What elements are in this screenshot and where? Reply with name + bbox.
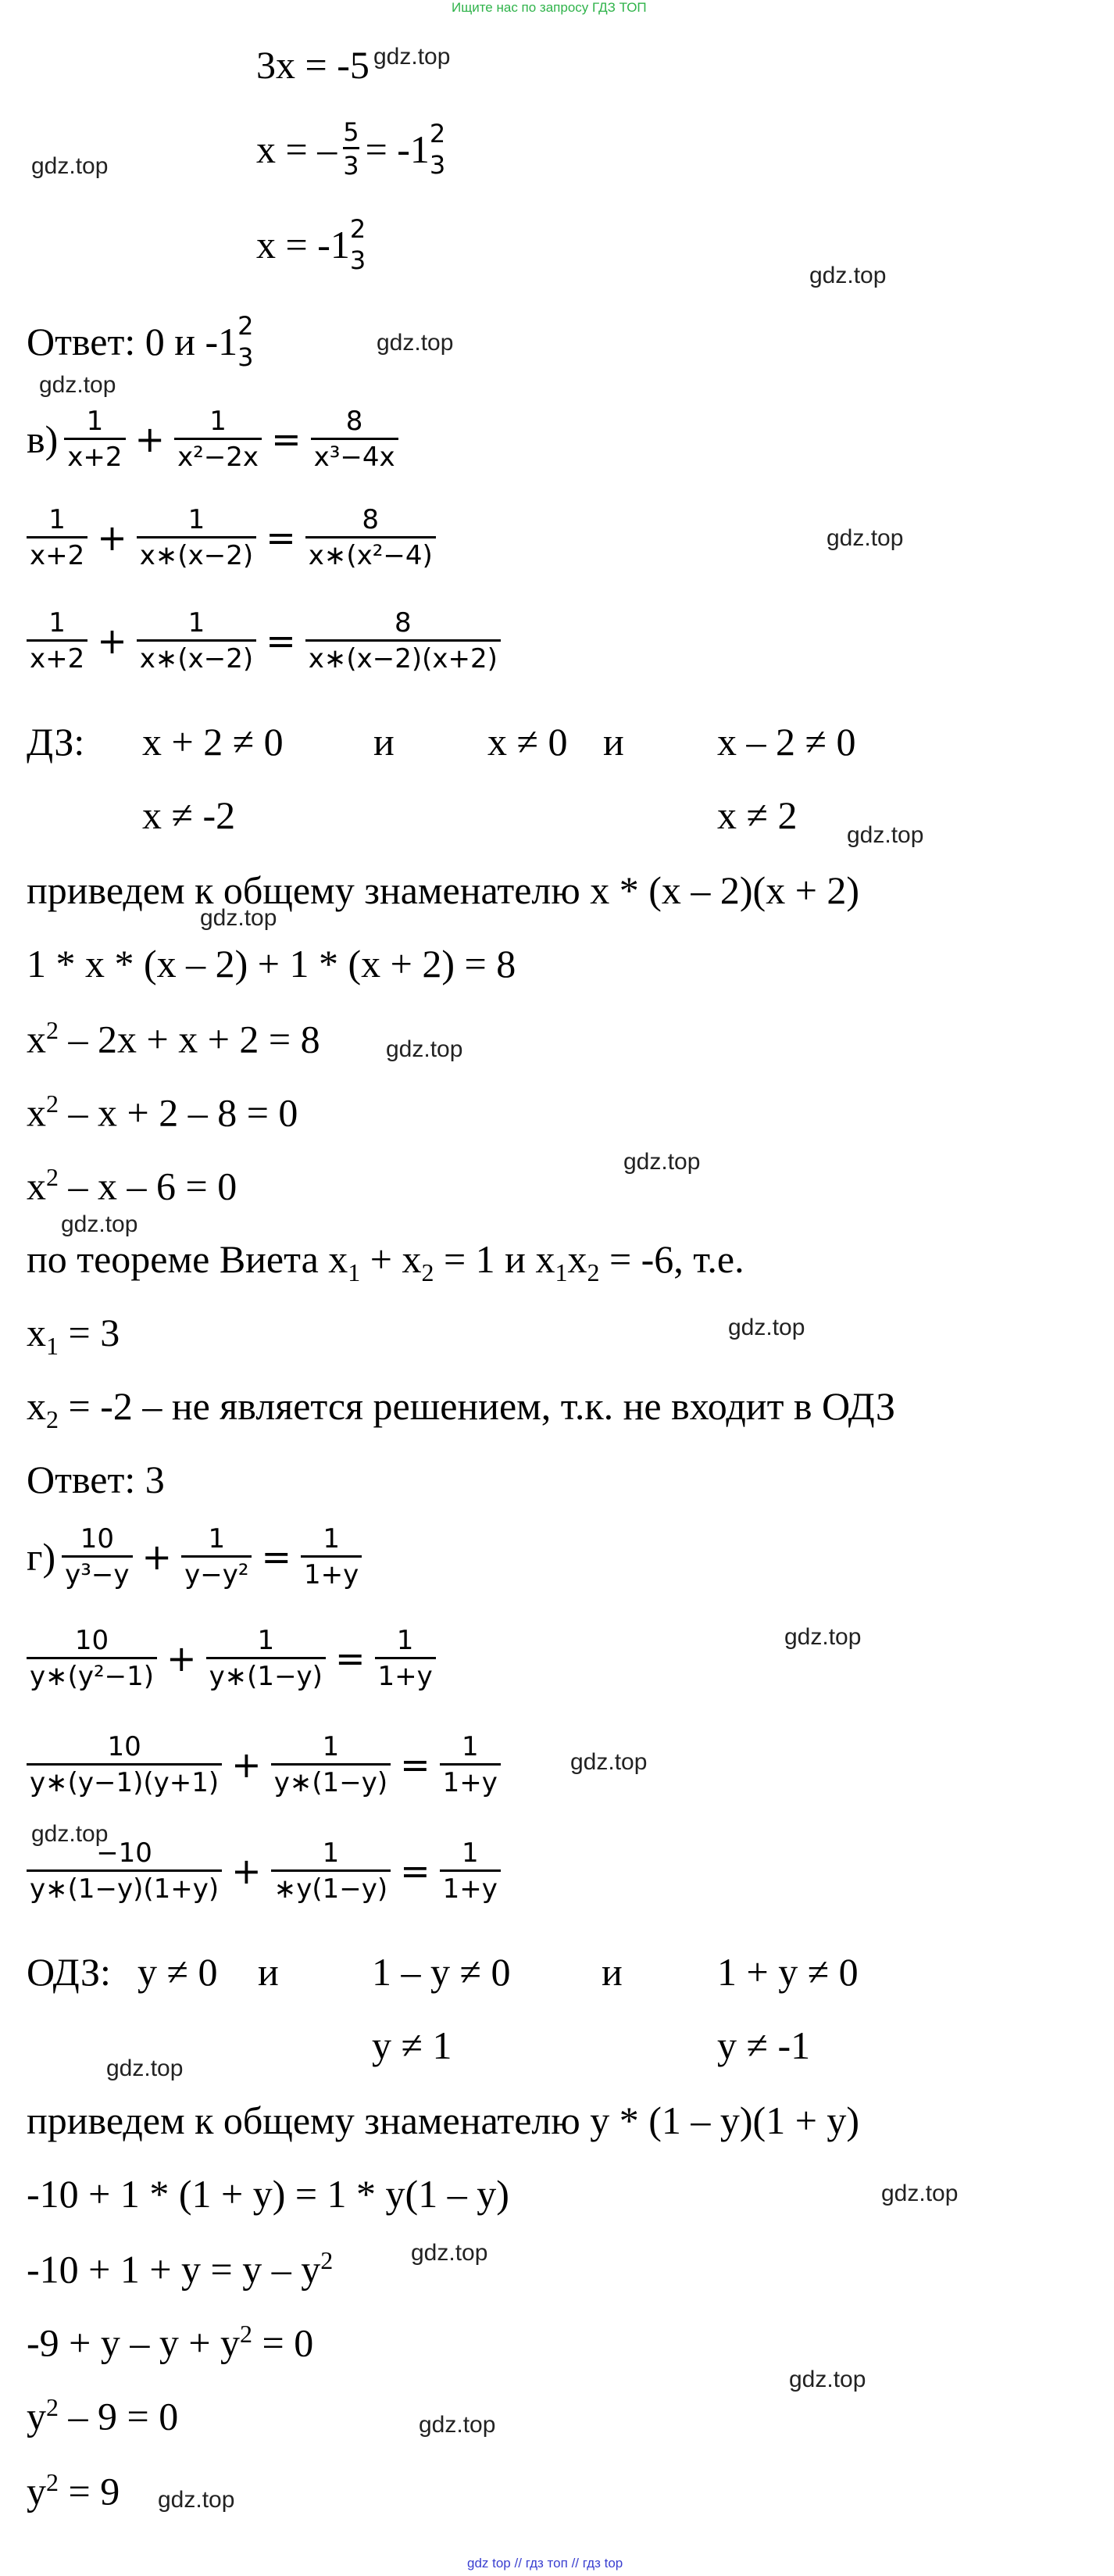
numerator: 1	[322, 1731, 340, 1762]
equation-text: = -1	[365, 127, 430, 171]
equation-text: -10 + 1 + y = y – y	[27, 2247, 321, 2292]
watermark: gdz.top	[728, 1315, 805, 1340]
fraction	[305, 505, 436, 571]
numerator: 1	[323, 1523, 340, 1555]
watermark: gdz.top	[784, 1624, 862, 1650]
domain-condition: x – 2 ≠ 0	[717, 720, 856, 764]
footer-separator: //	[514, 2556, 522, 2571]
conjunction: и	[373, 720, 395, 764]
watermark: gdz.top	[377, 330, 454, 356]
text: x	[567, 1237, 587, 1281]
fraction	[181, 1524, 252, 1590]
domain-label: ОДЗ:	[27, 1950, 111, 1994]
fraction	[440, 1838, 501, 1904]
equation-line	[23, 1626, 439, 1691]
denominator: x+2	[27, 536, 87, 571]
fraction	[271, 1838, 391, 1904]
equation-line	[27, 1018, 320, 1059]
watermark: gdz.top	[61, 1211, 138, 1237]
equation-text: – 2x + x + 2 = 8	[59, 1017, 320, 1061]
watermark: gdz.top	[847, 822, 924, 848]
equals-sign: =	[400, 1744, 430, 1787]
answer-line: Ответ: 3	[27, 1458, 165, 1501]
watermark: gdz.top	[158, 2487, 235, 2513]
numerator: −10	[96, 1837, 152, 1869]
fraction	[343, 117, 359, 181]
equals-sign: =	[266, 517, 296, 560]
fraction	[137, 608, 256, 674]
fraction	[430, 119, 445, 181]
text-line: приведем к общему знаменателю x * (x – 2)(x + 2)	[27, 868, 860, 912]
fraction	[440, 1732, 501, 1798]
plus-sign: +	[97, 620, 127, 663]
domain-condition: x ≠ 0	[487, 720, 568, 764]
fraction	[237, 311, 253, 373]
denominator: y∗(1−y)(1+y)	[27, 1869, 222, 1904]
numerator: 8	[345, 406, 363, 437]
denominator: x+2	[64, 438, 125, 472]
text: x	[27, 1384, 46, 1428]
exponent: 2	[240, 2320, 253, 2348]
equals-sign: =	[271, 418, 302, 461]
domain-condition: 1 + y ≠ 0	[717, 1950, 859, 1994]
denominator: 3	[349, 245, 366, 276]
plus-sign: +	[141, 1536, 173, 1579]
domain-condition: x + 2 ≠ 0	[142, 720, 284, 764]
domain-condition: y ≠ 0	[137, 1950, 218, 1994]
text: по теореме Виета x	[27, 1237, 348, 1281]
equation-line: -10 + 1 * (1 + y) = 1 * y(1 – y)	[27, 2172, 509, 2216]
denominator: x∗(x−2)(x+2)	[305, 639, 501, 674]
equation-line	[27, 2470, 120, 2511]
equation-text: = 0	[252, 2320, 314, 2365]
equation-line	[256, 117, 445, 181]
numerator: 1	[48, 504, 66, 535]
domain-condition: y ≠ -1	[717, 2023, 811, 2067]
denominator: 1+y	[440, 1869, 501, 1904]
exponent: 2	[320, 2246, 334, 2274]
subscript: 2	[587, 1258, 600, 1286]
fraction	[137, 505, 256, 571]
watermark: gdz.top	[39, 372, 116, 398]
equation-line	[23, 1732, 504, 1798]
equals-sign: =	[400, 1850, 430, 1893]
denominator: 3	[343, 147, 359, 181]
denominator: y³−y	[62, 1555, 132, 1590]
numerator: 1	[461, 1837, 479, 1869]
equation-line	[27, 1313, 120, 1358]
exponent: 2	[46, 2393, 59, 2421]
equals-sign: =	[261, 1536, 292, 1579]
text-line: приведем к общему знаменателю y * (1 – y)(1 + y)	[27, 2098, 860, 2142]
numerator: 1	[187, 504, 205, 535]
equation-line	[27, 2395, 178, 2436]
equation-text: x	[27, 1017, 46, 1061]
fraction	[311, 406, 398, 472]
exponent: 2	[46, 1163, 59, 1191]
equation-text: x = -1	[256, 223, 350, 267]
denominator: 1+y	[375, 1657, 436, 1691]
watermark: gdz.top	[31, 153, 109, 179]
numerator: 10	[80, 1523, 114, 1555]
numerator: 1	[209, 406, 227, 437]
equation-text: = 9	[59, 2469, 120, 2513]
text-line	[27, 1237, 744, 1286]
equation-line: 3x = -5	[256, 43, 370, 87]
equation-line	[256, 214, 366, 276]
watermark: gdz.top	[789, 2367, 866, 2392]
equation-text: x	[27, 1090, 46, 1135]
domain-condition: x ≠ -2	[142, 793, 236, 837]
watermark: gdz.top	[623, 1149, 701, 1175]
equation-text: -9 + y – y + y	[27, 2320, 241, 2365]
numerator: 8	[394, 607, 412, 639]
equation-text: – x – 6 = 0	[59, 1164, 237, 1208]
denominator: 1+y	[301, 1555, 362, 1590]
answer-line	[27, 311, 253, 373]
footer-link-gdz-top[interactable]: gdz top	[467, 2556, 511, 2571]
text: = -6, т.е.	[599, 1237, 744, 1281]
numerator: 5	[343, 117, 359, 147]
equation-line	[27, 1524, 365, 1590]
watermark: gdz.top	[881, 2181, 959, 2206]
watermark: gdz.top	[570, 1749, 648, 1775]
numerator: 2	[349, 214, 366, 244]
footer-links	[467, 2556, 623, 2571]
text: = 3	[59, 1311, 120, 1354]
subscript: 2	[46, 1405, 59, 1433]
subscript: 2	[421, 1258, 434, 1286]
plus-sign: +	[97, 517, 127, 560]
equation-line	[27, 1089, 298, 1135]
equation-line	[23, 608, 504, 674]
watermark: gdz.top	[106, 2055, 184, 2081]
fraction	[375, 1626, 436, 1691]
denominator: y∗(y−1)(y+1)	[27, 1763, 222, 1798]
equation-line	[23, 505, 439, 571]
domain-condition: 1 – y ≠ 0	[372, 1950, 511, 1994]
watermark: gdz.top	[386, 1036, 463, 1062]
conjunction: и	[603, 720, 624, 764]
footer-separator: //	[571, 2556, 580, 2571]
denominator: 3	[429, 149, 446, 180]
denominator: y−y²	[181, 1555, 252, 1590]
numerator: 2	[429, 118, 446, 148]
text: x	[27, 1311, 46, 1354]
domain-condition: y ≠ 1	[372, 2023, 452, 2067]
fraction	[27, 608, 87, 674]
denominator: 1+y	[440, 1763, 501, 1798]
numerator: 10	[74, 1625, 109, 1656]
numerator: 1	[208, 1523, 226, 1555]
fraction	[64, 406, 125, 472]
text: + x	[360, 1237, 422, 1281]
footer-link-gdz-top-ru[interactable]: гдз топ	[525, 2556, 568, 2571]
equation-line: 1 * x * (x – 2) + 1 * (x + 2) = 8	[27, 942, 516, 986]
equation-text: y	[27, 2469, 46, 2513]
numerator: 1	[86, 406, 104, 437]
equation-text: – 9 = 0	[59, 2394, 179, 2438]
text: = -2 – не является решением, т.к. не входит в ОДЗ	[59, 1384, 896, 1428]
watermark: gdz.top	[373, 44, 451, 70]
domain-condition: x ≠ 2	[717, 793, 798, 837]
watermark: gdz.top	[411, 2240, 488, 2266]
watermark: gdz.top	[31, 1821, 109, 1847]
watermark: gdz.top	[419, 2412, 496, 2438]
numerator: 1	[48, 607, 66, 639]
denominator: ∗y(1−y)	[271, 1869, 391, 1904]
conjunction: и	[602, 1950, 623, 1994]
denominator: x²−2x	[174, 438, 262, 472]
text: = 1 и x	[434, 1237, 555, 1281]
watermark: gdz.top	[809, 263, 887, 288]
equation-line	[27, 2246, 334, 2292]
equation-line	[23, 1838, 504, 1904]
part-label: г)	[27, 1535, 56, 1580]
footer-link-gdz-top-mixed[interactable]: гдз top	[582, 2556, 623, 2571]
denominator: x∗(x²−4)	[305, 536, 436, 571]
numerator: 1	[257, 1625, 275, 1656]
plus-sign: +	[134, 418, 166, 461]
plus-sign: +	[231, 1850, 262, 1893]
denominator: y∗(y²−1)	[27, 1657, 157, 1691]
part-label: в)	[27, 417, 59, 462]
fraction	[206, 1626, 326, 1691]
numerator: 1	[461, 1731, 479, 1762]
subscript: 1	[555, 1258, 568, 1286]
fraction	[27, 1626, 157, 1691]
denominator: y∗(1−y)	[206, 1657, 326, 1691]
equals-sign: =	[334, 1637, 366, 1680]
fraction	[174, 406, 262, 472]
denominator: 3	[237, 342, 254, 373]
denominator: x+2	[27, 639, 87, 674]
answer-text: Ответ: 0 и -1	[27, 320, 238, 364]
domain-label: ДЗ:	[27, 720, 85, 764]
subscript: 1	[46, 1332, 59, 1360]
fraction	[305, 608, 501, 674]
fraction	[62, 1524, 132, 1590]
denominator: x³−4x	[311, 438, 398, 472]
fraction	[27, 1838, 222, 1904]
fraction	[301, 1524, 362, 1590]
numerator: 2	[237, 311, 254, 341]
equation-line	[27, 406, 402, 472]
plus-sign: +	[231, 1744, 262, 1787]
exponent: 2	[46, 1089, 59, 1118]
conjunction: и	[258, 1950, 279, 1994]
fraction	[271, 1732, 391, 1798]
top-search-link[interactable]: Ищите нас по запросу ГДЗ ТОП	[452, 0, 647, 15]
denominator: x∗(x−2)	[137, 639, 256, 674]
fraction	[27, 505, 87, 571]
numerator: 1	[322, 1837, 340, 1869]
denominator: x∗(x−2)	[137, 536, 256, 571]
denominator: y∗(1−y)	[271, 1763, 391, 1798]
equation-text: x	[27, 1164, 46, 1208]
text-line	[27, 1386, 895, 1432]
exponent: 2	[46, 1016, 59, 1044]
numerator: 8	[362, 504, 380, 535]
fraction	[27, 1732, 222, 1798]
equation-text: y	[27, 2394, 46, 2438]
equation-text: x = –	[256, 127, 337, 171]
exponent: 2	[46, 2468, 59, 2496]
equation-line	[27, 1165, 237, 1206]
watermark: gdz.top	[200, 905, 277, 931]
subscript: 1	[348, 1258, 361, 1286]
watermark: gdz.top	[827, 525, 904, 551]
equation-text: – x + 2 – 8 = 0	[59, 1090, 298, 1135]
numerator: 1	[396, 1625, 414, 1656]
fraction	[350, 214, 366, 276]
plus-sign: +	[166, 1637, 197, 1680]
equation-line	[27, 2321, 313, 2363]
numerator: 10	[107, 1731, 141, 1762]
numerator: 1	[187, 607, 205, 639]
equals-sign: =	[266, 620, 296, 663]
